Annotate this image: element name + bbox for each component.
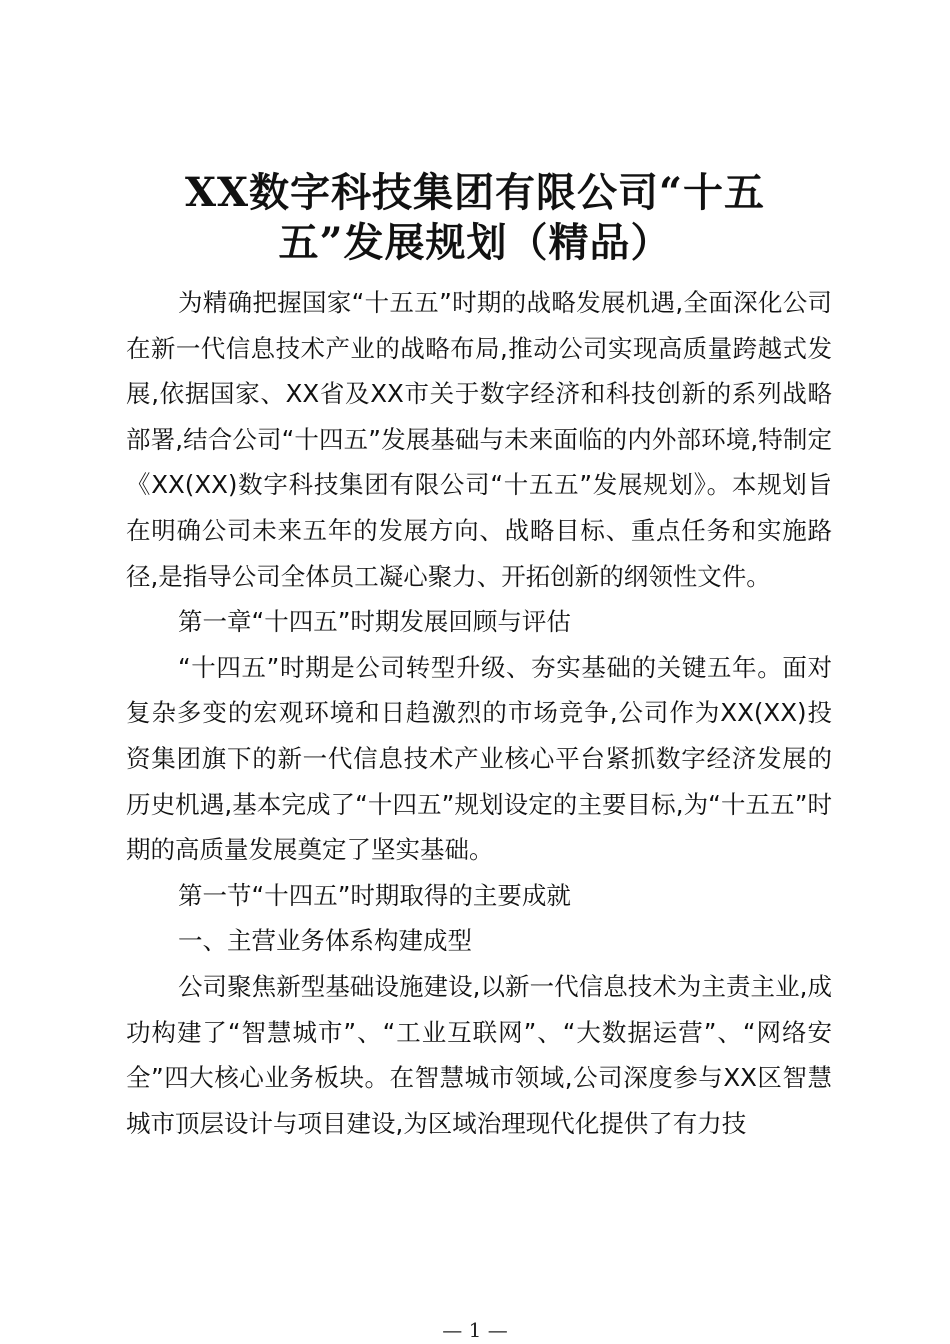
chapter-intro-paragraph: “十四五”时期是公司转型升级、夯实基础的关键五年。面对复杂多变的宏观环境和日趋激烈的市场竞争,公司作为XX(XX)投资集团旗下的新一代信息技术产业核心平台紧抓数字经济发展的历史机遇,基本完成了“十四五”规划设定的主要目标,为“十五五”时期的高质量发展奠定了坚实基础。 bbox=[126, 652, 832, 865]
document-body bbox=[126, 280, 832, 1146]
chapter-heading: 第一章“十四五”时期发展回顾与评估 bbox=[178, 607, 571, 637]
section-heading: 第一节“十四五”时期取得的主要成就 bbox=[178, 880, 571, 910]
subsection-heading: 一、主营业务体系构建成型 bbox=[178, 926, 472, 956]
document-title-line-1: XX数字科技集团有限公司“十五 bbox=[184, 169, 766, 216]
intro-paragraph: 为精确把握国家“十五五”时期的战略发展机遇,全面深化公司在新一代信息技术产业的战略布局,推动公司实现高质量跨越式发展,依据国家、XX省及XX市关于数字经济和科技创新的系列战略部署,结合公司“十四五”发展基础与未来面临的内外部环境,特制定《XX(XX)数字科技集团有限公司“十五五”发展规划》。本规划旨在明确公司未来五年的发展方向、战略目标、重点任务和实施路径,是指导公司全体员工凝心聚力、开拓创新的纲领性文件。 bbox=[126, 288, 832, 591]
body-paragraph: 公司聚焦新型基础设施建设,以新一代信息技术为主责主业,成功构建了“智慧城市”、“工业互联网”、“大数据运营”、“网络安全”四大核心业务板块。在智慧城市领域,公司深度参与XX区智慧城市顶层设计与项目建设,为区域治理现代化提供了有力技 bbox=[126, 971, 832, 1138]
document-title-line-2: 五”发展规划（精品） bbox=[278, 219, 672, 266]
page-number: — 1 — bbox=[442, 1318, 508, 1342]
